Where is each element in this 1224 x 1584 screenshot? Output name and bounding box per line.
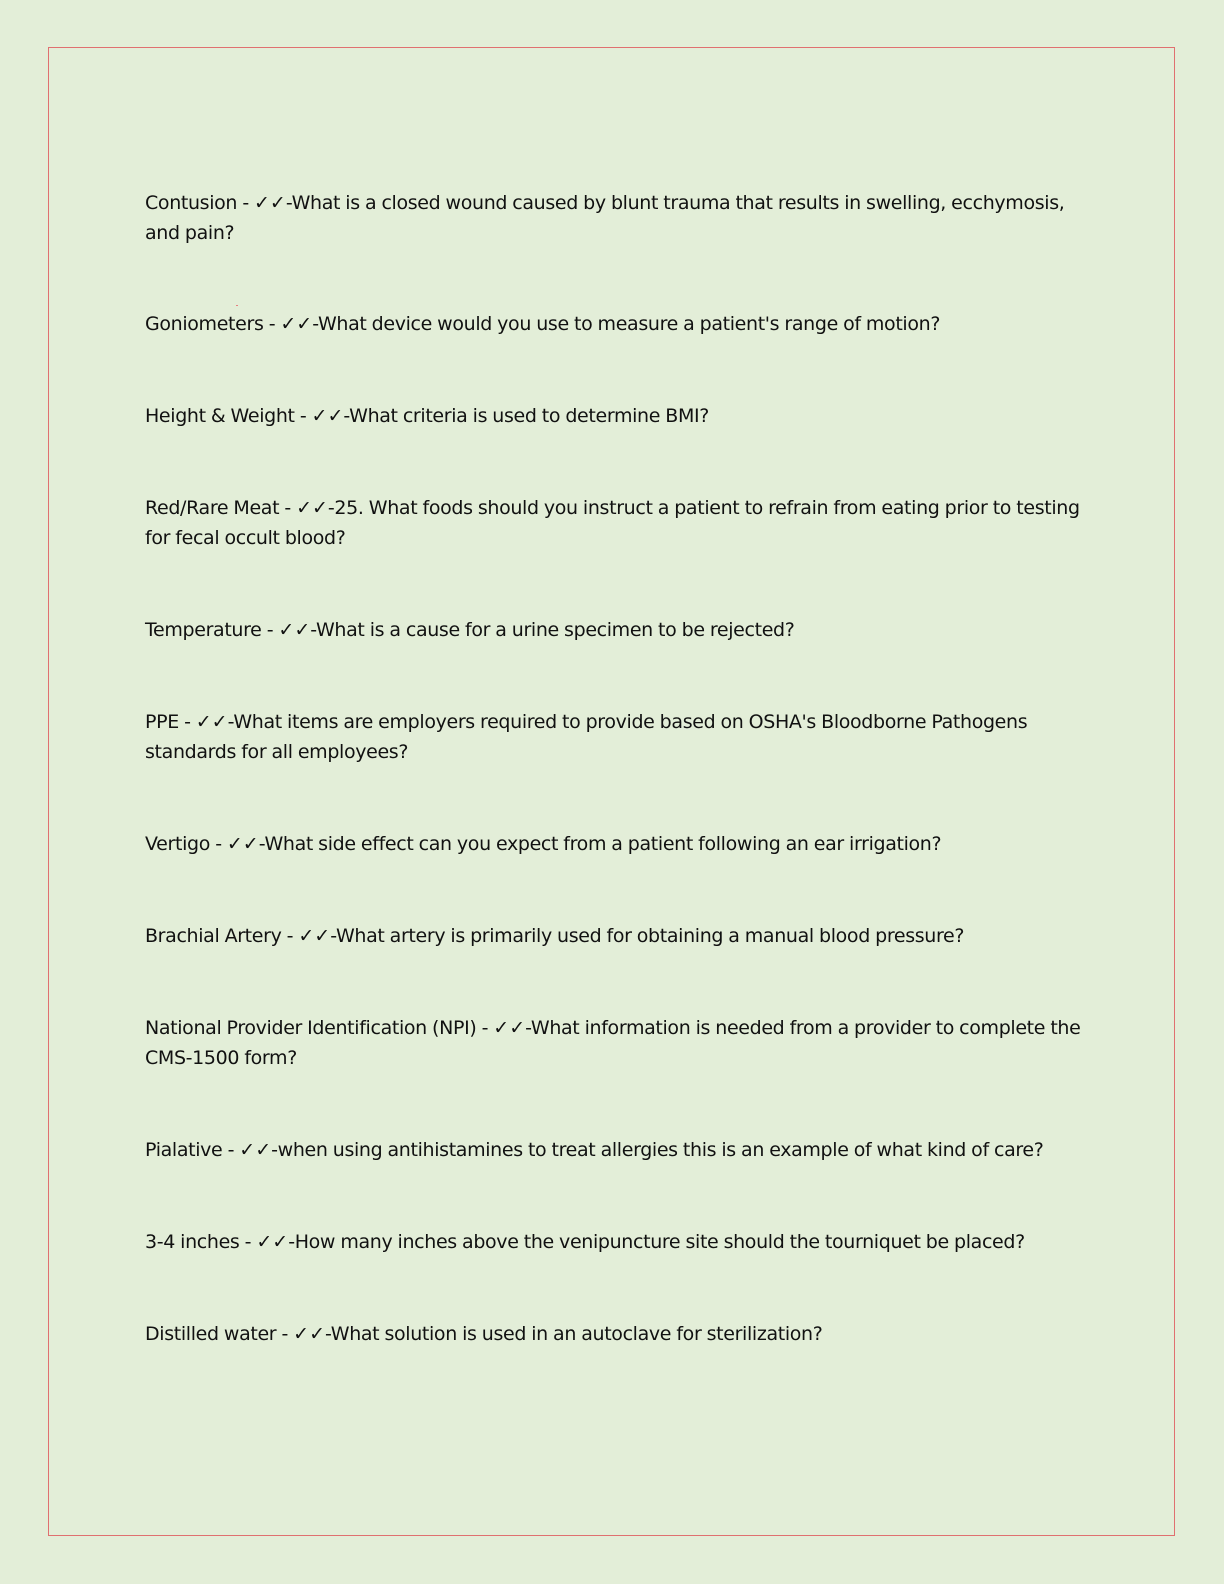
entry-term: Temperature [145, 619, 262, 641]
flashcard-list [145, 188, 1085, 1349]
entry-distilled-water [145, 1319, 1085, 1349]
entry-question: -What device would you use to measure a patient's range of motion? [312, 313, 941, 335]
entry-question: -when using antihistamines to treat allergies this is an example of what kind of care? [271, 1139, 1044, 1161]
check-marks-icon: ✓✓ [493, 1017, 526, 1039]
check-marks-icon: ✓✓ [298, 925, 331, 947]
entry-term: 3-4 inches [145, 1231, 240, 1253]
entry-separator: - [476, 1017, 494, 1039]
entry-height-weight [145, 401, 1085, 431]
entry-red-rare-meat [145, 493, 1085, 553]
entry-separator: - [294, 405, 312, 427]
entry-question: -What side effect can you expect from a patient following an ear irrigation? [258, 833, 942, 855]
entry-tourniquet [145, 1227, 1085, 1257]
check-marks-icon: ✓✓ [254, 192, 286, 214]
entry-term: National Provider Identification (NPI) [145, 1017, 477, 1039]
entry-term: Red/Rare Meat [145, 497, 280, 519]
entry-separator: - [281, 925, 299, 947]
entry-separator: - [178, 711, 196, 733]
check-marks-icon: ✓✓ [195, 711, 228, 733]
entry-contusion [145, 188, 1085, 248]
entry-brachial-artery [145, 921, 1085, 951]
entry-npi [145, 1013, 1085, 1073]
check-marks-icon: ✓✓ [256, 1231, 289, 1253]
check-marks-icon: ✓✓ [296, 497, 328, 519]
entry-separator: - [279, 497, 297, 519]
entry-term: Pialative [145, 1139, 223, 1161]
entry-question: -How many inches above the venipuncture site should the tourniquet be placed? [288, 1231, 1025, 1253]
entry-term: Distilled water [145, 1323, 277, 1345]
check-marks-icon: ✓✓ [280, 313, 313, 335]
entry-term: Brachial Artery [145, 925, 282, 947]
entry-term: Height & Weight [145, 405, 295, 427]
entry-vertigo [145, 829, 1085, 859]
entry-term: Goniometers [145, 313, 264, 335]
entry-question: -What criteria is used to determine BMI? [343, 405, 709, 427]
entry-separator: - [210, 833, 227, 855]
entry-question: -What information is needed from a provider to complete the CMS-1500 form? [145, 1017, 1081, 1069]
check-marks-icon: ✓✓ [278, 619, 311, 641]
entry-term: Contusion [145, 192, 238, 214]
entry-question: -25. What foods should you instruct a patient to refrain from eating prior to testing for fecal occult blood? [145, 497, 1080, 549]
entry-separator: - [237, 192, 255, 214]
entry-ppe [145, 707, 1085, 767]
entry-question: -What solution is used in an autoclave for sterilization? [325, 1323, 823, 1345]
entry-question: -What is a closed wound caused by blunt trauma that results in swelling, ecchymosis, and pain? [145, 192, 1065, 244]
entry-separator: - [261, 619, 279, 641]
check-marks-icon: ✓✓ [239, 1139, 272, 1161]
entry-separator: - [222, 1139, 240, 1161]
check-marks-icon: ✓✓ [293, 1323, 326, 1345]
check-marks-icon: ✓✓ [311, 405, 344, 427]
entry-pialative [145, 1135, 1085, 1165]
check-marks-icon: ✓✓ [226, 833, 259, 855]
entry-question: -What is a cause for a urine specimen to be rejected? [310, 619, 795, 641]
entry-goniometers [145, 309, 1085, 339]
entry-question: -What items are employers required to provide based on OSHA's Bloodborne Pathogens standards for all employees? [145, 711, 1028, 763]
entry-term: PPE [145, 711, 179, 733]
entry-separator: - [263, 313, 281, 335]
entry-term: Vertigo [145, 833, 210, 855]
entry-separator: - [276, 1323, 294, 1345]
entry-separator: - [239, 1231, 257, 1253]
entry-question: -What artery is primarily used for obtaining a manual blood pressure? [330, 925, 965, 947]
entry-temperature [145, 615, 1085, 645]
